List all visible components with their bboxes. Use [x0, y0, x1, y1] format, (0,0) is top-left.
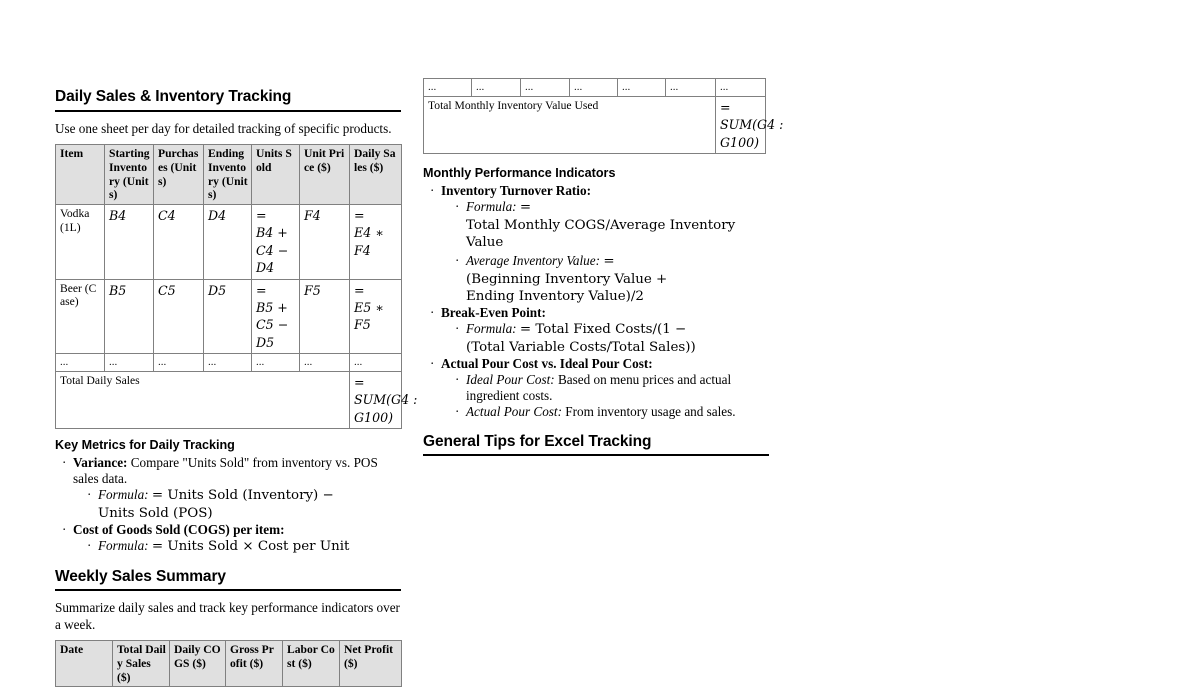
table-row-filler: [56, 354, 402, 372]
formula-line: =: [354, 208, 365, 223]
list-item: [61, 522, 401, 555]
cell-filler: ...: [424, 79, 472, 97]
col-header-gross-profit: Gross Profit ($): [226, 641, 283, 687]
formula-line: E4 ∗: [354, 225, 384, 241]
formula-line: F5: [354, 317, 371, 333]
formula-text: B4: [109, 208, 127, 223]
formula-line: =: [354, 282, 365, 298]
list-item: [429, 183, 769, 305]
col-header-starting-inventory: Starting Inventory (Units): [105, 145, 154, 205]
cell-filler: ...: [105, 354, 154, 372]
weekly-summary-intro: Summarize daily sales and track key performance indicators over a week.: [55, 600, 400, 632]
list-item: [455, 321, 769, 356]
left-column: [55, 88, 418, 687]
formula-line: Units Sold (POS): [98, 505, 213, 521]
formula-line: C4 −: [256, 242, 289, 258]
cell-starting: [105, 279, 154, 354]
col-header-net-profit: Net Profit ($): [340, 641, 402, 687]
monthly-indicators-list: [423, 183, 769, 420]
cell-item: Vodka (1L): [56, 205, 105, 280]
cell-total-label: Total Daily Sales: [56, 371, 350, 428]
cell-purchases: [154, 205, 204, 280]
formula-line: Based on menu prices and actual ingredient costs.: [466, 372, 732, 404]
monthly-indicators-heading: Monthly Performance Indicators: [423, 166, 616, 181]
table-row-total: [56, 371, 402, 428]
cell-total-label: Total Monthly Inventory Value Used: [424, 96, 716, 153]
monthly-inventory-continued-table: [423, 78, 784, 154]
formula-line: Ending Inventory Value)/2: [466, 289, 644, 305]
cell-filler: ...: [56, 354, 105, 372]
cell-units-sold: [252, 279, 300, 354]
formula-label: Formula:: [466, 199, 517, 215]
metric-sublist: [73, 538, 401, 555]
cell-daily-sales: [350, 279, 402, 354]
col-header-total-daily-sales: Total Daily Sales ($): [113, 641, 170, 687]
heading-rule: [55, 110, 401, 112]
formula-line: =: [256, 208, 267, 223]
cell-unit-price: [300, 205, 350, 280]
indicator-term: Actual Pour Cost vs. Ideal Pour Cost:: [441, 356, 653, 372]
formula-line: = Total Fixed Costs/(1 −: [519, 322, 687, 338]
cell-filler: ...: [300, 354, 350, 372]
table-header-row: [56, 641, 402, 687]
table-row-filler: [424, 79, 766, 97]
list-item: [455, 404, 769, 420]
col-header-ending-inventory: Ending Inventory (Units): [204, 145, 252, 205]
cell-purchases: [154, 279, 204, 354]
formula-line: (Total Variable Costs/Total Sales)): [466, 339, 696, 355]
formula-line: E5 ∗: [354, 299, 384, 315]
list-item: [455, 253, 769, 305]
indicator-sublist: [441, 321, 769, 356]
cell-starting: [105, 205, 154, 280]
weekly-sales-summary-table: [55, 640, 402, 687]
formula-line: From inventory usage and sales.: [561, 404, 736, 420]
formula-line: SUM(G4 :: [354, 392, 418, 408]
cell-daily-sales: [350, 205, 402, 280]
list-item: [429, 356, 769, 420]
cell-filler: ...: [204, 354, 252, 372]
cell-filler: ...: [666, 79, 716, 97]
page-title: Daily Sales & Inventory Tracking: [55, 88, 292, 105]
col-header-units-sold: Units Sold: [252, 145, 300, 205]
formula-text: C4: [158, 208, 176, 223]
formula-line: SUM(G4 :: [720, 117, 784, 133]
cell-filler: ...: [350, 354, 402, 372]
formula-line: B5 +: [256, 299, 288, 315]
indicator-sublist: [441, 372, 769, 420]
col-header-unit-price: Unit Price ($): [300, 145, 350, 205]
heading-rule: [55, 589, 401, 591]
right-column: [423, 78, 784, 465]
metric-text: Compare "Units Sold" from inventory vs. POS sales data.: [73, 455, 378, 487]
formula-line: =: [603, 254, 615, 270]
formula-label: Average Inventory Value:: [466, 253, 601, 269]
table-row-total: [424, 96, 766, 153]
heading-rule: [423, 454, 769, 456]
metric-term: Cost of Goods Sold (COGS) per item:: [73, 522, 285, 538]
cell-filler: ...: [472, 79, 521, 97]
weekly-summary-heading: Weekly Sales Summary: [55, 567, 226, 585]
formula-line: =: [354, 374, 365, 390]
formula-line: B4 +: [256, 225, 288, 241]
table-row: [56, 205, 402, 280]
list-item: [87, 487, 401, 522]
cell-filler: ...: [252, 354, 300, 372]
cell-total-formula: [350, 371, 418, 428]
formula-text: B5: [109, 282, 127, 298]
formula-text: F4: [304, 208, 321, 223]
formula-line: F4: [354, 242, 371, 258]
col-header-date: Date: [56, 641, 113, 687]
formula-label: Formula:: [98, 487, 149, 503]
cell-item: Beer (Case): [56, 279, 105, 354]
cell-units-sold: [252, 205, 300, 280]
key-metrics-heading: Key Metrics for Daily Tracking: [55, 438, 235, 453]
table-row: [56, 279, 402, 354]
formula-label: Formula:: [98, 538, 149, 554]
cell-ending: [204, 205, 252, 280]
key-metrics-list: [55, 455, 401, 555]
col-header-purchases: Purchases (Units): [154, 145, 204, 205]
formula-line: Total Monthly COGS/Average Inventory Value: [466, 217, 736, 250]
indicator-term: Inventory Turnover Ratio:: [441, 183, 591, 199]
formula-line: C5 −: [256, 317, 289, 333]
general-tips-heading: General Tips for Excel Tracking: [423, 432, 652, 450]
list-item: [87, 538, 401, 555]
formula-line: G100): [720, 134, 760, 150]
cell-filler: ...: [154, 354, 204, 372]
cell-total-formula: [716, 96, 784, 153]
col-header-daily-cogs: Daily COGS ($): [170, 641, 226, 687]
formula-line: =: [519, 200, 532, 216]
metric-sublist: [73, 487, 401, 522]
formula-line: D5: [256, 334, 275, 350]
formula-line: = Units Sold (Inventory) −: [151, 488, 334, 504]
col-header-item: Item: [56, 145, 105, 205]
cell-filler: ...: [716, 79, 766, 97]
formula-line: G100): [354, 409, 394, 425]
formula-line: D4: [256, 260, 275, 276]
formula-line: = Units Sold × Cost per Unit: [151, 539, 350, 555]
indicator-sublist: [441, 199, 769, 305]
col-header-labor-cost: Labor Cost ($): [283, 641, 340, 687]
formula-text: C5: [158, 282, 176, 298]
list-item: [61, 455, 401, 522]
formula-label: Ideal Pour Cost:: [466, 372, 555, 388]
list-item: [429, 305, 769, 356]
list-item: [455, 199, 769, 251]
formula-line: =: [256, 282, 267, 298]
cell-filler: ...: [521, 79, 570, 97]
formula-text: F5: [304, 282, 321, 298]
cell-unit-price: [300, 279, 350, 354]
col-header-daily-sales: Daily Sales ($): [350, 145, 402, 205]
cell-filler: ...: [618, 79, 666, 97]
formula-line: (Beginning Inventory Value +: [466, 271, 668, 287]
formula-text: D4: [208, 208, 227, 223]
cell-filler: ...: [570, 79, 618, 97]
list-item: [455, 372, 769, 404]
formula-label: Actual Pour Cost:: [466, 404, 562, 420]
formula-label: Formula:: [466, 321, 517, 337]
cell-ending: [204, 279, 252, 354]
daily-tracking-intro: Use one sheet per day for detailed tracking of specific products.: [55, 120, 392, 136]
daily-sales-inventory-table: [55, 144, 418, 429]
metric-term: Variance:: [73, 455, 128, 471]
formula-line: =: [720, 99, 731, 115]
table-header-row: [56, 145, 402, 205]
indicator-term: Break-Even Point:: [441, 305, 546, 321]
formula-text: D5: [208, 282, 227, 298]
